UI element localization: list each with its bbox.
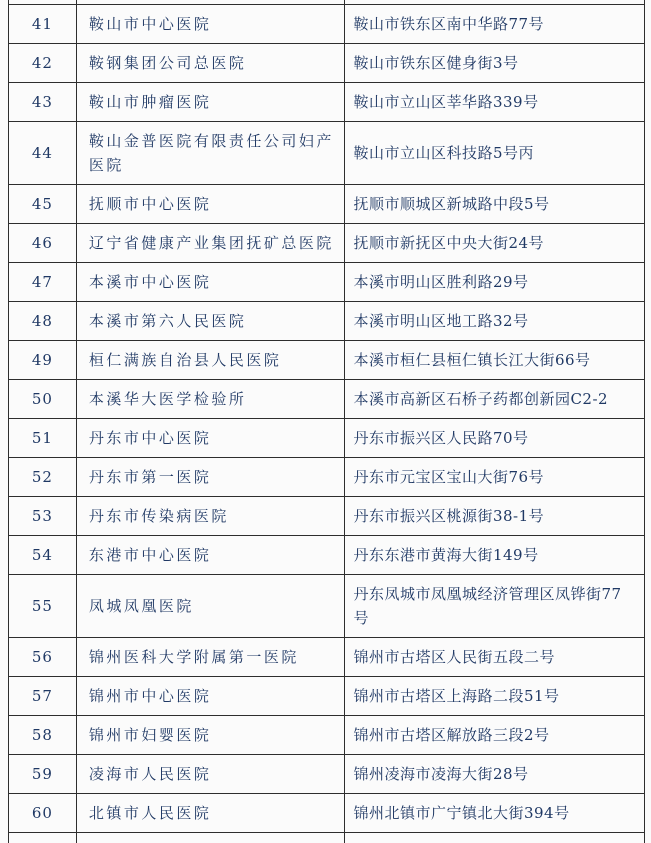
row-number-cell: 48 <box>9 302 77 340</box>
hospital-address-cell: 本溪市桓仁县桓仁镇长江大街66号 <box>345 341 645 379</box>
row-number-cell: 47 <box>9 263 77 301</box>
hospital-address-cell: 丹东东港市黄海大街149号 <box>345 536 645 574</box>
table-row <box>9 638 645 677</box>
table-row <box>9 794 645 833</box>
row-number-cell: 43 <box>9 83 77 121</box>
table-row <box>9 341 645 380</box>
hospital-address-cell: 本溪市明山区地工路32号 <box>345 302 645 340</box>
table-row <box>9 263 645 302</box>
row-number-cell: 60 <box>9 794 77 832</box>
row-number-cell: 42 <box>9 44 77 82</box>
hospital-name-cell: 抚顺市中心医院 <box>77 185 346 223</box>
row-number-cell: 50 <box>9 380 77 418</box>
table-row <box>9 677 645 716</box>
hospital-name-cell: 鞍山市中心医院 <box>77 5 346 43</box>
hospital-name-cell <box>77 833 346 843</box>
hospital-address-cell: 锦州市古塔区上海路二段51号 <box>345 677 645 715</box>
row-number-cell: 44 <box>9 122 77 184</box>
hospital-name-cell: 凌海市人民医院 <box>77 755 346 793</box>
hospital-table <box>8 0 645 843</box>
hospital-address-cell: 鞍山市立山区科技路5号丙 <box>345 122 645 184</box>
table-row <box>9 5 645 44</box>
hospital-address-cell <box>345 0 645 4</box>
row-number-cell: 54 <box>9 536 77 574</box>
row-number-cell: 59 <box>9 755 77 793</box>
row-number-cell: 56 <box>9 638 77 676</box>
hospital-address-cell: 丹东市元宝区宝山大街76号 <box>345 458 645 496</box>
clipped-row-below <box>9 833 645 843</box>
hospital-name-cell: 鞍钢集团公司总医院 <box>77 44 346 82</box>
hospital-name-cell: 丹东市第一医院 <box>77 458 346 496</box>
row-number-cell: 57 <box>9 677 77 715</box>
hospital-name-cell: 本溪市中心医院 <box>77 263 346 301</box>
table-row <box>9 716 645 755</box>
hospital-name-cell: 本溪市第六人民医院 <box>77 302 346 340</box>
hospital-address-cell: 抚顺市顺城区新城路中段5号 <box>345 185 645 223</box>
hospital-name-cell: 凤城凤凰医院 <box>77 575 346 637</box>
hospital-name-cell: 北镇市人民医院 <box>77 794 346 832</box>
hospital-name-cell <box>77 0 346 4</box>
hospital-name-cell: 本溪华大医学检验所 <box>77 380 346 418</box>
hospital-name-cell: 鞍山市肿瘤医院 <box>77 83 346 121</box>
row-number-cell: 58 <box>9 716 77 754</box>
table-row <box>9 122 645 185</box>
row-number-cell: 45 <box>9 185 77 223</box>
row-number-cell: 55 <box>9 575 77 637</box>
hospital-address-cell: 鞍山市铁东区健身街3号 <box>345 44 645 82</box>
table-row <box>9 185 645 224</box>
row-number-cell: 53 <box>9 497 77 535</box>
row-number-cell: 51 <box>9 419 77 457</box>
hospital-address-cell: 丹东市振兴区人民路70号 <box>345 419 645 457</box>
hospital-address-cell: 丹东市振兴区桃源街38-1号 <box>345 497 645 535</box>
hospital-name-cell: 锦州市中心医院 <box>77 677 346 715</box>
hospital-name-cell: 丹东市中心医院 <box>77 419 346 457</box>
table-row <box>9 575 645 638</box>
hospital-address-cell: 锦州凌海市凌海大街28号 <box>345 755 645 793</box>
hospital-address-cell: 鞍山市立山区莘华路339号 <box>345 83 645 121</box>
hospital-name-cell: 锦州市妇婴医院 <box>77 716 346 754</box>
hospital-name-cell: 丹东市传染病医院 <box>77 497 346 535</box>
table-row <box>9 458 645 497</box>
row-number-cell: 49 <box>9 341 77 379</box>
hospital-table-body <box>8 0 645 843</box>
table-row <box>9 302 645 341</box>
hospital-name-cell: 锦州医科大学附属第一医院 <box>77 638 346 676</box>
hospital-address-cell: 锦州市古塔区人民街五段二号 <box>345 638 645 676</box>
row-number-cell: 52 <box>9 458 77 496</box>
table-row <box>9 497 645 536</box>
table-row <box>9 83 645 122</box>
table-row <box>9 380 645 419</box>
hospital-address-cell <box>345 833 645 843</box>
row-number-cell <box>9 833 77 843</box>
table-row <box>9 755 645 794</box>
table-row <box>9 224 645 263</box>
hospital-address-cell: 丹东凤城市凤凰城经济管理区凤铧街77号 <box>345 575 645 637</box>
hospital-name-cell: 辽宁省健康产业集团抚矿总医院 <box>77 224 346 262</box>
row-number-cell: 41 <box>9 5 77 43</box>
hospital-address-cell: 抚顺市新抚区中央大街24号 <box>345 224 645 262</box>
table-row <box>9 44 645 83</box>
table-row <box>9 419 645 458</box>
hospital-name-cell: 鞍山金普医院有限责任公司妇产医院 <box>77 122 346 184</box>
table-row <box>9 536 645 575</box>
hospital-address-cell: 锦州北镇市广宁镇北大街394号 <box>345 794 645 832</box>
hospital-name-cell: 东港市中心医院 <box>77 536 346 574</box>
hospital-address-cell: 鞍山市铁东区南中华路77号 <box>345 5 645 43</box>
row-number-cell: 46 <box>9 224 77 262</box>
hospital-address-cell: 锦州市古塔区解放路三段2号 <box>345 716 645 754</box>
hospital-name-cell: 桓仁满族自治县人民医院 <box>77 341 346 379</box>
hospital-address-cell: 本溪市高新区石桥子药都创新园C2-2 <box>345 380 645 418</box>
row-number-cell <box>9 0 77 4</box>
hospital-address-cell: 本溪市明山区胜利路29号 <box>345 263 645 301</box>
